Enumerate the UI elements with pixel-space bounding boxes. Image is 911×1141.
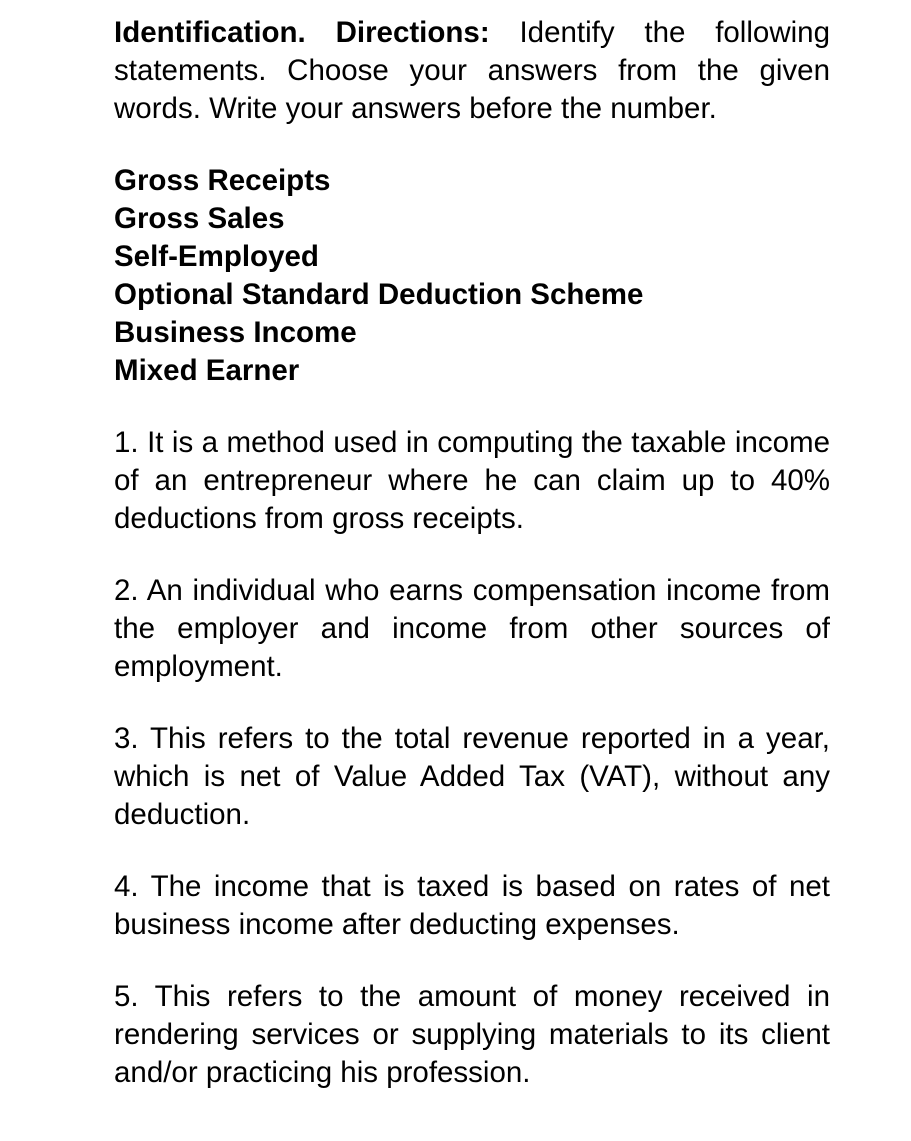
choice-item: Mixed Earner (114, 354, 300, 387)
question-item: 2. An individual who earns compensation income from the employer and income from other sources of employment. (114, 574, 830, 683)
directions-label: Directions: (335, 16, 490, 49)
question-list (114, 424, 830, 1092)
directions-text: Identify the following statements. Choose your answers from the given words. Write your answers before the number. (114, 16, 830, 125)
worksheet (114, 14, 830, 1126)
section-heading: Identification. (114, 16, 306, 49)
question-item: 4. The income that is taxed is based on rates of net business income after deducting expenses. (114, 870, 830, 941)
directions-paragraph (114, 14, 830, 128)
choice-item: Gross Sales (114, 202, 285, 235)
question-item: 5. This refers to the amount of money received in rendering services or supplying materials to its client and/or practicing his profession. (114, 980, 830, 1089)
question-item: 1. It is a method used in computing the taxable income of an entrepreneur where he can claim up to 40% deductions from gross receipts. (114, 426, 830, 535)
question-item: 3. This refers to the total revenue reported in a year, which is net of Value Added Tax (VAT), without any deduction. (114, 722, 830, 831)
choice-item: Optional Standard Deduction Scheme (114, 278, 644, 311)
answer-choices (114, 162, 830, 390)
choice-item: Self-Employed (114, 240, 319, 273)
choice-item: Gross Receipts (114, 164, 331, 197)
choice-item: Business Income (114, 316, 357, 349)
